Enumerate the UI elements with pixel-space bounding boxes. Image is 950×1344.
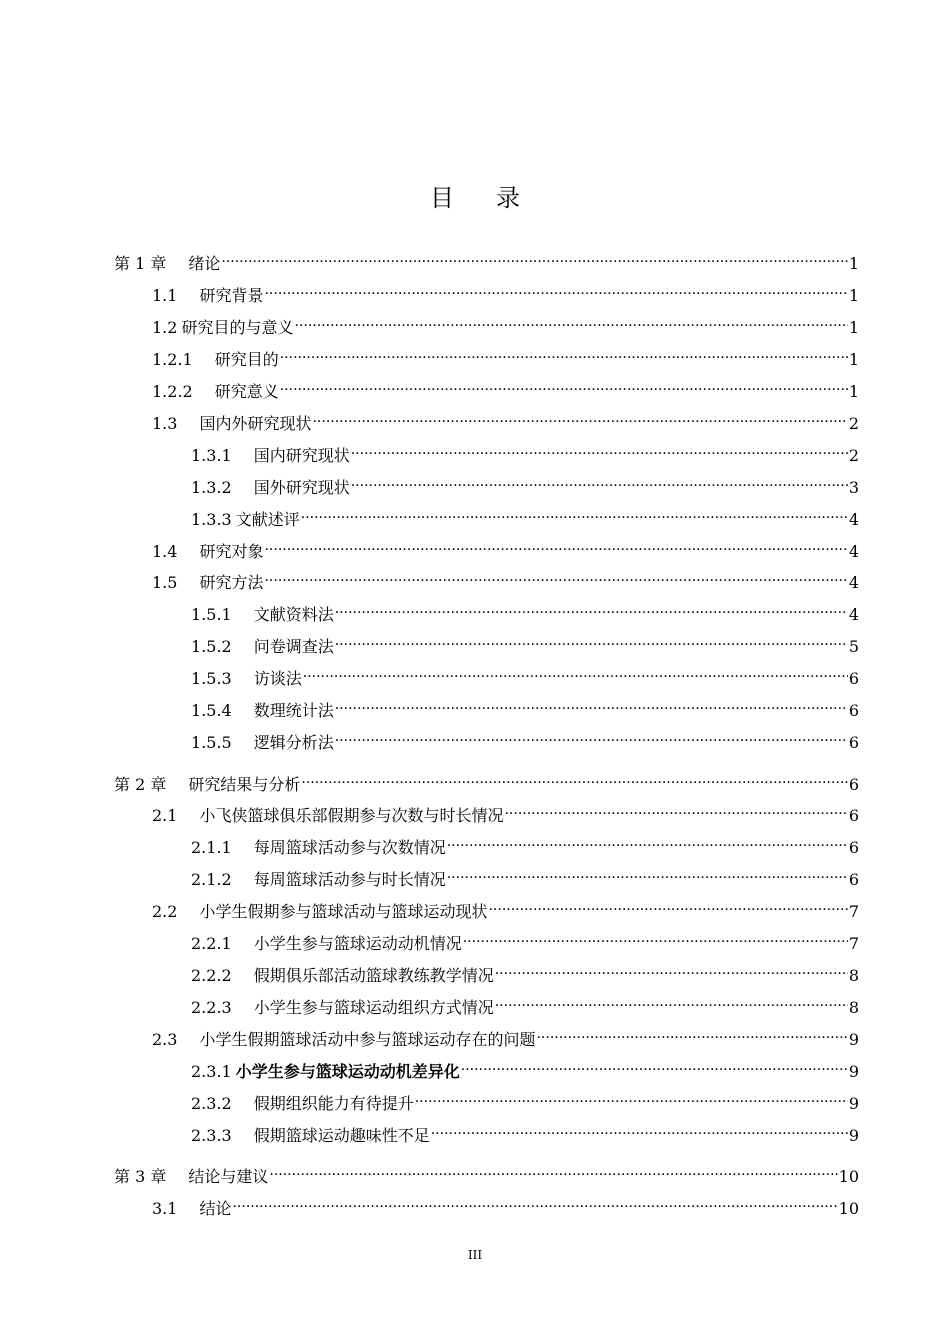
toc-entry-2-3-3[interactable] [191, 1119, 859, 1145]
toc-entry-title: 结论与建议 [188, 1167, 269, 1186]
toc-entry-title: 逻辑分析法 [253, 733, 334, 752]
toc-entry-page: 1 [848, 318, 859, 337]
toc-heading-char-1: 目 [430, 184, 454, 212]
toc-entry-page: 4 [848, 510, 859, 529]
dot-leader [280, 375, 848, 397]
toc-entry-1-2-1[interactable] [152, 343, 859, 369]
toc-entry-1-3[interactable] [152, 407, 859, 433]
toc-entry-title: 研究方法 [199, 573, 264, 592]
toc-entry-title: 小飞侠篮球俱乐部假期参与次数与时长情况 [199, 806, 504, 825]
dot-leader [294, 311, 847, 333]
toc-entry-1-5-3[interactable] [191, 662, 859, 688]
toc-entry-number: 1.3.2 [191, 478, 232, 497]
toc-entry-chapter-1[interactable] [114, 247, 859, 273]
dot-leader [415, 1087, 848, 1109]
toc-entry-1-5-2[interactable] [191, 630, 859, 656]
toc-entry-1-4[interactable] [152, 535, 859, 561]
toc-entry-title: 每周篮球活动参与时长情况 [253, 870, 446, 889]
toc-entry-number: 1.3 [152, 414, 178, 433]
toc-entry-title: 问卷调查法 [253, 637, 334, 656]
toc-entry-title: 数理统计法 [253, 701, 334, 720]
toc-entry-page: 9 [848, 1094, 859, 1113]
toc-entry-number: 3.1 [152, 1199, 178, 1218]
toc-entry-page: 6 [848, 669, 859, 688]
dot-leader [536, 1023, 847, 1045]
toc-entry-2-3-2[interactable] [191, 1087, 859, 1113]
toc-entry-title: 文献资料法 [253, 605, 334, 624]
toc-entry-2-2-2[interactable] [191, 959, 859, 985]
toc-entry-1-3-3[interactable] [191, 503, 859, 529]
toc-entry-2-3[interactable] [152, 1023, 859, 1049]
toc-entry-number: 1.5.1 [191, 605, 232, 624]
dot-leader [495, 959, 848, 981]
dot-leader [447, 831, 848, 853]
toc-entry-1-2-2[interactable] [152, 375, 859, 401]
toc-entry-page: 9 [848, 1126, 859, 1145]
dot-leader [264, 566, 847, 588]
dot-leader [447, 863, 848, 885]
toc-entry-2-2-1[interactable] [191, 927, 859, 953]
toc-entry-page: 2 [848, 414, 859, 433]
toc-entry-number: 1.3.1 [191, 446, 232, 465]
dot-leader [488, 895, 847, 917]
toc-entry-title: 访谈法 [253, 669, 302, 688]
dot-leader [335, 598, 848, 620]
dot-leader [495, 991, 848, 1013]
toc-entry-title: 研究结果与分析 [188, 775, 301, 794]
toc-entry-page: 1 [848, 286, 859, 305]
toc-entry-number: 1.5 [152, 573, 178, 592]
dot-leader [335, 726, 848, 748]
toc-heading-char-2: 录 [496, 184, 520, 212]
toc-entry-1-1[interactable] [152, 279, 859, 305]
toc-entry-title: 假期俱乐部活动篮球教练教学情况 [253, 966, 494, 985]
toc-entry-number: 1.5.5 [191, 733, 232, 752]
toc-entry-page: 1 [848, 382, 859, 401]
toc-entry-2-1-2[interactable] [191, 863, 859, 889]
toc-entry-1-5[interactable] [152, 566, 859, 592]
toc-entry-page: 6 [848, 775, 859, 794]
toc-entry-1-5-1[interactable] [191, 598, 859, 624]
dot-leader [264, 535, 847, 557]
toc-entry-number: 1.1 [152, 286, 178, 305]
toc-entry-number: 第 1 章 [114, 254, 167, 273]
toc-entry-2-3-1[interactable] [191, 1055, 859, 1081]
dot-leader [335, 694, 848, 716]
toc-entry-page: 10 [838, 1167, 859, 1186]
toc-entry-title: 研究背景 [199, 286, 264, 305]
toc-entry-page: 6 [848, 701, 859, 720]
dot-leader [264, 279, 847, 301]
toc-entry-page: 7 [848, 934, 859, 953]
toc-entry-title: 研究目的与意义 [181, 318, 294, 337]
dot-leader [351, 471, 848, 493]
toc-entry-page: 4 [848, 542, 859, 561]
toc-entry-page: 8 [848, 998, 859, 1017]
toc-entry-1-5-5[interactable] [191, 726, 859, 752]
toc-entry-page: 6 [848, 838, 859, 857]
toc-entry-page: 8 [848, 966, 859, 985]
toc-entry-number: 2.1.2 [191, 870, 232, 889]
toc-entry-number: 2.3.1 [191, 1062, 232, 1081]
toc-entry-page: 1 [848, 254, 859, 273]
toc-entry-page: 9 [848, 1030, 859, 1049]
toc-entry-page: 7 [848, 902, 859, 921]
toc-entry-title: 文献述评 [235, 510, 300, 529]
toc-entry-page: 4 [848, 605, 859, 624]
toc-entry-number: 2.2.2 [191, 966, 232, 985]
toc-entry-number: 1.3.3 [191, 510, 232, 529]
toc-entry-page: 9 [848, 1062, 859, 1081]
toc-entry-title: 小学生假期篮球活动中参与篮球运动存在的问题 [199, 1030, 536, 1049]
toc-entry-chapter-3[interactable] [114, 1160, 859, 1186]
toc-entry-number: 1.2 [152, 318, 178, 337]
toc-entry-title: 小学生参与篮球运动动机情况 [253, 934, 462, 953]
dot-leader [351, 439, 848, 461]
toc-entry-number: 2.2.3 [191, 998, 232, 1017]
dot-leader [269, 1160, 837, 1182]
toc-entry-title: 小学生参与篮球运动动机差异化 [235, 1062, 460, 1081]
dot-leader [461, 1055, 848, 1077]
toc-entry-3-1[interactable] [152, 1192, 859, 1218]
toc-entry-number: 1.5.4 [191, 701, 232, 720]
toc-entry-number: 第 3 章 [114, 1167, 167, 1186]
dot-leader [221, 247, 847, 269]
dot-leader [303, 662, 848, 684]
toc-entry-number: 2.1.1 [191, 838, 232, 857]
dot-leader [431, 1119, 848, 1141]
toc-entry-title: 国内研究现状 [253, 446, 350, 465]
toc-entry-title: 假期组织能力有待提升 [253, 1094, 414, 1113]
toc-entry-title: 结论 [199, 1199, 232, 1218]
toc-entry-page: 3 [848, 478, 859, 497]
toc-entry-title: 国外研究现状 [253, 478, 350, 497]
toc-entry-2-1[interactable] [152, 799, 859, 825]
dot-leader [504, 799, 847, 821]
toc-entry-number: 1.2.1 [152, 350, 193, 369]
toc-entry-number: 1.5.3 [191, 669, 232, 688]
toc-entry-page: 5 [848, 637, 859, 656]
toc-entry-number: 2.3.2 [191, 1094, 232, 1113]
toc-entry-number: 2.3.3 [191, 1126, 232, 1145]
toc-entry-title: 绪论 [188, 254, 221, 273]
toc-entry-number: 2.2.1 [191, 934, 232, 953]
toc-entry-title: 小学生参与篮球运动组织方式情况 [253, 998, 494, 1017]
toc-entry-number: 1.4 [152, 542, 178, 561]
toc-entry-page: 6 [848, 733, 859, 752]
toc-entry-title: 假期篮球运动趣味性不足 [253, 1126, 430, 1145]
dot-leader [463, 927, 848, 949]
toc-entry-number: 2.3 [152, 1030, 178, 1049]
toc-entry-1-3-2[interactable] [191, 471, 859, 497]
toc-entry-1-5-4[interactable] [191, 694, 859, 720]
toc-entry-page: 6 [848, 870, 859, 889]
toc-entry-title: 研究意义 [214, 382, 279, 401]
toc-entry-page: 4 [848, 573, 859, 592]
toc-entry-number: 2.2 [152, 902, 178, 921]
toc-entry-title: 研究目的 [214, 350, 279, 369]
dot-leader [280, 343, 848, 365]
toc-entry-title: 研究对象 [199, 542, 264, 561]
toc-entry-page: 2 [848, 446, 859, 465]
page-number: III [467, 1248, 483, 1262]
dot-leader [301, 768, 847, 790]
toc-entry-chapter-2[interactable] [114, 768, 859, 794]
toc-entry-page: 6 [848, 806, 859, 825]
toc-entry-title: 每周篮球活动参与次数情况 [253, 838, 446, 857]
dot-leader [335, 630, 848, 652]
toc-entry-page: 1 [848, 350, 859, 369]
toc-entry-1-3-1[interactable] [191, 439, 859, 465]
toc-entry-1-2[interactable] [152, 311, 859, 337]
toc-entry-title: 国内外研究现状 [199, 414, 312, 433]
toc-entry-title: 小学生假期参与篮球活动与篮球运动现状 [199, 902, 488, 921]
dot-leader [312, 407, 847, 429]
toc-entry-number: 1.5.2 [191, 637, 232, 656]
dot-leader [232, 1192, 837, 1214]
toc-entry-2-2-3[interactable] [191, 991, 859, 1017]
toc-entry-page: 10 [838, 1199, 859, 1218]
dot-leader [301, 503, 848, 525]
toc-entry-2-2[interactable] [152, 895, 859, 921]
toc-entry-number: 2.1 [152, 806, 178, 825]
toc-entry-number: 第 2 章 [114, 775, 167, 794]
toc-entry-number: 1.2.2 [152, 382, 193, 401]
toc-entry-2-1-1[interactable] [191, 831, 859, 857]
toc-heading [0, 178, 950, 213]
